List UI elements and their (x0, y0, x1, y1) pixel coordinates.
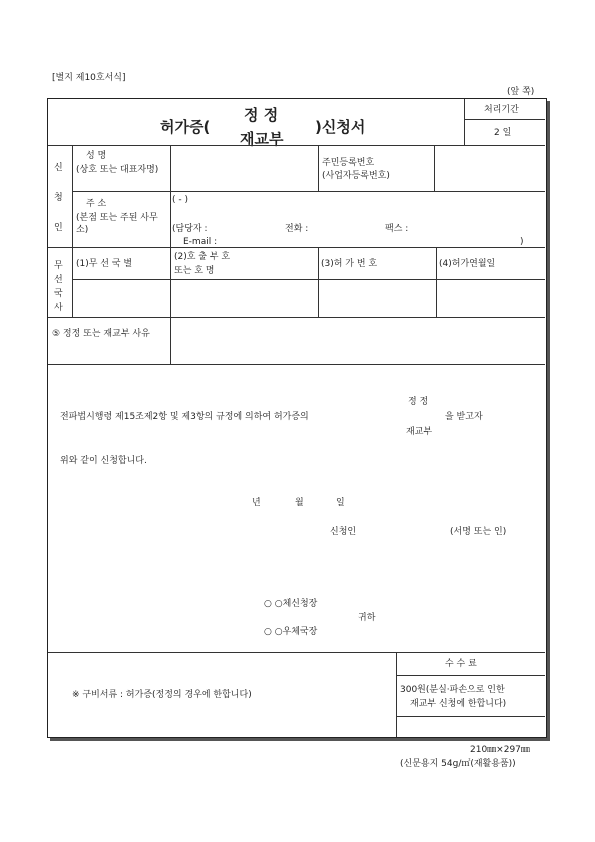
divider (464, 99, 465, 145)
divider (436, 247, 437, 317)
divider (464, 119, 545, 120)
divider (396, 716, 545, 717)
divider (170, 247, 171, 317)
divider (48, 317, 545, 318)
divider (170, 145, 171, 247)
statement-line1-tail: 을 받고자 (445, 412, 483, 422)
date-day: 일 (336, 498, 345, 508)
divider (396, 675, 545, 676)
station-col-call-name: 또는 호 명 (174, 266, 215, 276)
applicant-signature-label: 신청인 (330, 527, 357, 537)
name-label-sub: (상호 또는 대표자명) (76, 165, 159, 175)
divider (72, 145, 73, 247)
addressee-honorific: 귀하 (358, 613, 376, 623)
divider (48, 145, 545, 146)
fax-label: 팩스 : (385, 224, 409, 234)
fee-amount-line1: 300원(분실·파손으로 인한 (400, 685, 505, 695)
form-number-label: [별지 제10호서식] (52, 73, 126, 83)
addressee-post-office: ○ ○우체국장 (264, 627, 318, 637)
phone-area-paren: ( - ) (172, 195, 188, 205)
divider (318, 145, 319, 191)
title-prefix: 허가증( (160, 118, 211, 136)
fee-amount-line2: 재교부 신청에 한합니다) (410, 699, 507, 709)
divider (48, 247, 545, 248)
statement-line1: 전파법시행령 제15조제2항 및 제3항의 규정에 의하여 허가증의 (60, 412, 309, 422)
addressee-regional-office: ○ ○체신청장 (264, 599, 318, 609)
statement-word-reissue: 재교부 (406, 427, 433, 437)
address-label: 주 소 (86, 199, 107, 209)
title-suffix: )신청서 (315, 118, 366, 136)
divider (396, 652, 397, 737)
fee-label: 수 수 료 (445, 659, 477, 669)
station-col-radio-station: (1)무 선 국 별 (76, 259, 133, 269)
applicant-char-3: 인 (54, 223, 63, 233)
divider (72, 191, 545, 192)
applicant-char-1: 신 (54, 163, 63, 173)
date-month: 월 (295, 498, 304, 508)
divider (170, 317, 171, 364)
resident-number-label: 주민등록번호 (322, 158, 375, 168)
paper-size: 210㎜×297㎜ (470, 745, 530, 755)
station-char-1: 무 (54, 261, 63, 271)
station-col-permit-number: (3)허 가 번 호 (321, 259, 378, 269)
title-word-correction: 정 정 (244, 106, 279, 124)
date-year: 년 (252, 498, 261, 508)
divider (72, 247, 73, 317)
contact-person-label: (담당자 : (172, 224, 208, 234)
signature-note: (서명 또는 인) (450, 527, 507, 537)
contact-close-paren: ) (520, 237, 524, 247)
station-col-call-sign: (2)호 출 부 호 (174, 252, 231, 262)
statement-line2: 위와 같이 신청합니다. (60, 456, 147, 466)
name-label: 성 명 (86, 151, 107, 161)
business-number-label: (사업자등록번호) (322, 171, 390, 181)
email-label: E-mail : (183, 237, 218, 247)
title-word-reissue: 재교부 (240, 130, 284, 148)
reason-label: ⑤ 정정 또는 재교부 사유 (52, 329, 150, 339)
station-char-3: 국 (54, 289, 63, 299)
applicant-char-2: 청 (54, 193, 63, 203)
station-col-permit-date: (4)허가연월일 (439, 259, 496, 269)
divider (48, 364, 545, 365)
station-char-2: 선 (54, 275, 63, 285)
station-char-4: 사 (54, 303, 63, 313)
phone-label: 전화 : (285, 224, 309, 234)
required-documents-note: ※ 구비서류 : 허가증(정정의 경우에 한합니다) (72, 690, 252, 700)
paper-spec: (신문용지 54g/㎡(재활용품)) (400, 759, 516, 769)
divider (434, 145, 435, 191)
address-label-sub: (본점 또는 주된 사무소) (76, 213, 158, 235)
divider (48, 652, 545, 653)
divider (318, 247, 319, 317)
processing-period-label: 처리기간 (484, 105, 519, 115)
processing-period-value: 2 일 (494, 128, 512, 138)
statement-word-correction: 정 정 (408, 397, 429, 407)
page-side-label: (앞 쪽) (507, 87, 535, 97)
divider (72, 279, 545, 280)
